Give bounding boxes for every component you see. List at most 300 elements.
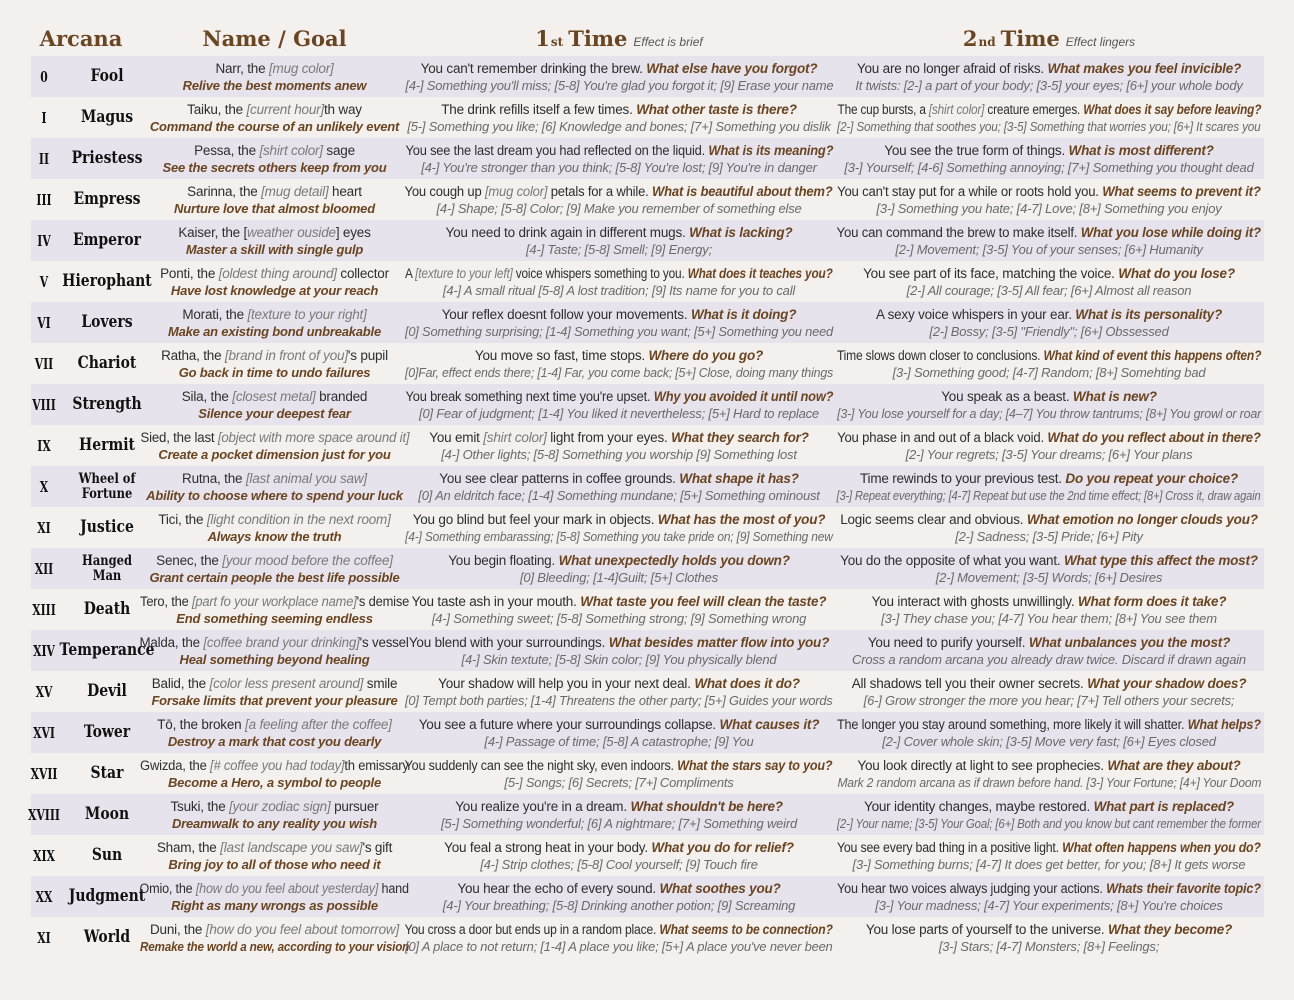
name-text: Morati, the [182, 306, 248, 322]
arcana-name: Sun [91, 845, 123, 865]
arcana-number: III [36, 190, 52, 209]
first-time-outcomes: [4-] Something you'll miss; [5-8] You're glad you forgot it; [9] Erase your name [405, 77, 833, 93]
second-time-cell [835, 425, 1263, 466]
name-suffix: collector [336, 265, 389, 281]
name-placeholder: [current hour] [246, 101, 324, 117]
arcana-name: Devil [87, 681, 127, 701]
second-time-effect [876, 306, 1222, 323]
second-time-cell [835, 630, 1263, 671]
effect-question: What is lacking? [689, 224, 793, 240]
character-name [187, 183, 362, 200]
name-placeholder: [a feeling after the coffee] [245, 716, 392, 732]
name-goal-cell [138, 876, 411, 917]
effect-question: What is its personality? [1075, 306, 1223, 322]
first-time-effect [448, 552, 790, 569]
second-time-number: 2 [962, 26, 978, 51]
arcana-name: Hermit [79, 435, 135, 455]
name-goal-cell [138, 794, 411, 835]
effect-text: You see a future where your surroundings collapse. [418, 716, 720, 732]
character-name [157, 716, 392, 733]
name-text: Pessa, the [194, 142, 260, 158]
name-text: Senec, the [156, 552, 223, 568]
arcana-header [31, 26, 131, 56]
first-time-number: 1 [535, 26, 550, 51]
goal-text: Become a Hero, a symbol to people [167, 774, 382, 790]
second-time-effect [868, 634, 1230, 651]
second-time-effect [857, 60, 1241, 77]
effect-question: What form does it take? [1077, 593, 1227, 609]
second-time-effect [840, 552, 1258, 569]
second-time-outcomes: [3-] Yourself; [4-6] Something annoying; [7+] Something you thought dead [844, 159, 1254, 175]
effect-question: What does it teaches you? [687, 265, 833, 281]
goal-text: Dreamwalk to any reality you wish [171, 815, 378, 831]
effect-text: You begin floating. [448, 552, 559, 568]
effect-question: What shouldn't be here? [630, 798, 783, 814]
name-placeholder: [last landscape you saw] [220, 839, 363, 855]
second-time-cell [835, 753, 1263, 794]
effect-question: What unexpectedly holds you down? [558, 552, 790, 568]
effect-question: What does it say before leaving? [1082, 101, 1261, 117]
second-time-effect [837, 716, 1261, 733]
second-time-effect [837, 224, 1261, 241]
arcana-number: XII [34, 559, 54, 578]
name-suffix: heart [328, 183, 362, 199]
first-time-cell [403, 794, 835, 835]
name-suffix: th emissary [344, 757, 409, 773]
arcana-name: Wheel of Fortune [78, 470, 136, 502]
effect-placeholder: [mug color] [485, 183, 548, 199]
first-time-outcomes: [4-] Other lights; [5-8] Something you worship [9] Something lost [441, 446, 797, 462]
character-name [150, 921, 399, 938]
character-name [182, 306, 366, 323]
table-row [31, 753, 1264, 794]
effect-text-cont: light from your eyes. [546, 429, 672, 445]
name-text: Narr, the [215, 60, 269, 76]
name-goal-cell [138, 261, 411, 302]
effect-text: You can command the brew to make itself. [836, 224, 1082, 240]
arcana-number: VIII [32, 395, 56, 414]
effect-question: Whats their favorite topic? [1106, 880, 1261, 896]
effect-text: You emit [429, 429, 484, 445]
second-time-cell [835, 138, 1263, 179]
effect-question: What unbalances you the most? [1028, 634, 1231, 650]
second-time-cell [835, 179, 1263, 220]
name-goal-header [138, 26, 411, 56]
effect-question: What else have you forgot? [646, 60, 818, 76]
goal-text: Silence your deepest fear [198, 405, 351, 421]
arcana-number: XIX [33, 846, 55, 865]
goal-text: Remake the world a new, according to your vision [139, 938, 410, 954]
name-goal-cell [138, 425, 411, 466]
character-name [171, 798, 379, 815]
table-row [31, 589, 1264, 630]
second-time-cell [835, 97, 1263, 138]
first-time-cell [403, 261, 835, 302]
first-time-cell [403, 876, 835, 917]
first-time-effect [442, 306, 797, 323]
arcana-number: XI [37, 518, 51, 537]
first-time-effect [441, 101, 797, 118]
goal-text: See the secrets others keep from you [162, 159, 387, 175]
goal-text: Ability to choose where to spend your luck [146, 487, 403, 503]
effect-text: You can't stay put for a while or roots hold you. [837, 183, 1103, 199]
name-text: Taiku, the [187, 101, 247, 117]
name-suffix: 's pupil [347, 347, 388, 363]
arcana-name: Chariot [77, 353, 137, 373]
effect-question: What besides matter flow into you? [608, 634, 830, 650]
first-time-outcomes: [4-] Something sweet; [5-8] Something strong; [9] Something wrong [431, 610, 807, 626]
first-time-outcomes: [0] Something surprising; [1-4] Something you want; [5+] Something you need [404, 323, 834, 339]
effect-question: What type this affect the most? [1064, 552, 1258, 568]
first-time-effect [405, 142, 833, 159]
table-row [31, 343, 1264, 384]
first-time-effect [421, 60, 818, 77]
name-suffix: hand [378, 880, 410, 896]
arcana-number: V [39, 272, 49, 291]
effect-text: You see clear patterns in coffee grounds. [439, 470, 680, 486]
table-row [31, 179, 1264, 220]
second-time-cell [835, 548, 1263, 589]
name-goal-cell [138, 56, 411, 97]
name-text: Duni, the [149, 921, 206, 937]
second-time-ordinal: nd [978, 35, 996, 49]
arcana-number: X [39, 477, 49, 496]
name-text: Omio, the [139, 880, 197, 896]
second-time-outcomes: [2-] Your name; [3-5] Your Goal; [6+] Both and you know but cant remember the former [837, 815, 1261, 831]
goal-text: Create a pocket dimension just for you [158, 446, 391, 462]
effect-text: The drink refills itself a few times. [441, 101, 637, 117]
first-time-outcomes: [4-] Passage of time; [5-8] A catastrophe; [9] You [484, 733, 754, 749]
first-time-outcomes: [5-] Something wonderful; [6] A nightmare; [7+] Something weird [440, 815, 798, 831]
first-time-cell [403, 753, 835, 794]
name-placeholder: [coffee brand your drinking] [203, 634, 361, 650]
character-name [187, 101, 362, 118]
goal-text: Nurture love that almost bloomed [174, 200, 375, 216]
first-time-cell [403, 425, 835, 466]
arcana-name: Death [83, 599, 131, 619]
effect-question: What kind of event this happens often? [1043, 347, 1262, 363]
name-text: Rutna, the [182, 470, 246, 486]
character-name [140, 880, 409, 897]
name-placeholder: [light condition in the next room] [206, 511, 391, 527]
table-row [31, 630, 1264, 671]
first-time-outcomes: [4-] A small ritual [5-8] A lost tradition; [9] Its name for you to call [442, 282, 796, 298]
second-time-header [835, 26, 1263, 56]
goal-text: Make an existing bond unbreakable [167, 323, 381, 339]
effect-question: What shape it has? [679, 470, 799, 486]
arcana-name: Priestess [71, 148, 143, 168]
name-text: Sied, the last [140, 429, 218, 445]
first-time-outcomes: [0] Bleeding; [1-4]Guilt; [5+] Clothes [520, 569, 718, 585]
effect-question: What are they about? [1107, 757, 1241, 773]
character-name [140, 757, 409, 774]
character-name [160, 265, 389, 282]
first-time-outcomes: [5-] Songs; [6] Secrets; [7+] Compliments [504, 774, 734, 790]
second-time-effect [837, 839, 1261, 856]
second-time-effect [837, 101, 1261, 118]
effect-question: What often happens when you do? [1062, 839, 1261, 855]
name-goal-cell [138, 507, 411, 548]
goal-text: Forsake limits that prevent your pleasure [151, 692, 398, 708]
second-time-effect [863, 265, 1235, 282]
table-row [31, 507, 1264, 548]
goal-text: Bring joy to all of those who need it [168, 856, 381, 872]
second-time-outcomes: [2-] All courage; [3-5] All fear; [6+] Almost all reason [906, 282, 1192, 298]
name-placeholder: [color less present around] [209, 675, 364, 691]
second-time-outcomes: [3-] You lose yourself for a day; [4–7] You throw tantrums; [8+] You growl or roar [837, 405, 1261, 421]
table-row [31, 261, 1264, 302]
effect-text: You break something next time you're upset. [405, 388, 654, 404]
name-suffix: 's gift [362, 839, 393, 855]
effect-question: What do you lose? [1118, 265, 1235, 281]
effect-text: Your identity changes, maybe restored. [864, 798, 1094, 814]
name-goal-cell [138, 671, 411, 712]
character-name [178, 224, 370, 241]
second-time-outcomes: [3-] They chase you; [4-7] You hear them; [8+] You see them [881, 610, 1217, 626]
effect-question: What is its meaning? [708, 142, 833, 158]
name-goal-cell [138, 343, 411, 384]
second-time-cell [835, 589, 1263, 630]
arcana-name: World [83, 927, 131, 947]
name-placeholder: [how do you feel about yesterday] [196, 880, 379, 896]
first-time-effect [475, 347, 763, 364]
arcana-name: Lovers [81, 312, 133, 332]
second-time-cell [835, 56, 1263, 97]
effect-text: You realize you're in a dream. [455, 798, 631, 814]
name-placeholder: [how do you feel about tomorrow] [205, 921, 399, 937]
arcana-name: Moon [84, 804, 130, 824]
name-text: Sila, the [181, 388, 233, 404]
arcana-name: Judgment [68, 886, 146, 906]
goal-text: Go back in time to undo failures [178, 364, 371, 380]
effect-question: What they search for? [671, 429, 809, 445]
name-suffix: pursuer [330, 798, 379, 814]
name-placeholder: [mug detail] [261, 183, 329, 199]
first-time-header [403, 26, 835, 56]
effect-question: What seems to prevent it? [1102, 183, 1261, 199]
arcana-number: XI [37, 928, 51, 947]
name-text: Gwizda, the [140, 757, 211, 773]
second-time-cell [835, 794, 1263, 835]
name-goal-cell [138, 138, 411, 179]
first-time-cell [403, 630, 835, 671]
goal-text: Relive the best moments anew [182, 77, 367, 93]
name-suffix: 's vessel [360, 634, 410, 650]
first-time-effect [419, 716, 820, 733]
second-time-effect [837, 183, 1261, 200]
first-time-outcomes: [0]Far, effect ends there; [1-4] Far, you come back; [5+] Close, doing many things [405, 364, 834, 380]
first-time-cell [403, 97, 835, 138]
effect-text: You cough up [404, 183, 486, 199]
second-time-effect [837, 880, 1261, 897]
second-time-cell [835, 671, 1263, 712]
name-goal-cell [138, 302, 411, 343]
second-time-cell [835, 220, 1263, 261]
character-name [215, 60, 333, 77]
first-time-ordinal: st [550, 35, 564, 49]
table-row [31, 302, 1264, 343]
first-time-effect [405, 757, 833, 774]
effect-text: You need to drink again in different mugs. [445, 224, 690, 240]
table-row [31, 56, 1264, 97]
effect-question: What the stars say to you? [677, 757, 833, 773]
character-name [182, 388, 368, 405]
arcana-number: IV [37, 231, 51, 250]
effect-text: Time slows down closer to conclusions. [836, 347, 1044, 363]
table-row [31, 835, 1264, 876]
arcana-number: I [41, 108, 47, 127]
effect-question: What you lose while doing it? [1081, 224, 1262, 240]
effect-question: What soothes you? [659, 880, 781, 896]
second-time-outcomes: [3-] Something burns; [4-7] It does get better, for you; [8+] It gets worse [852, 856, 1246, 872]
first-time-effect [444, 839, 794, 856]
effect-text: You taste ash in your mouth. [411, 593, 581, 609]
table-row [31, 876, 1264, 917]
second-time-word: Time [1000, 26, 1060, 51]
second-time-outcomes: [3-] Repeat everything; [4-7] Repeat but use the 2nd time effect; [8+] Cross it, draw again [836, 487, 1262, 503]
first-time-cell [403, 302, 835, 343]
name-goal-cell [138, 917, 411, 958]
effect-text-cont: voice whispers something to you. [512, 265, 688, 281]
name-placeholder: [your zodiac sign] [229, 798, 331, 814]
first-time-outcomes: [4-] Your breathing; [5-8] Drinking another potion; [9] Screaming [442, 897, 796, 913]
effect-text: You lose parts of yourself to the universe. [865, 921, 1108, 937]
second-time-effect [941, 388, 1157, 405]
effect-text: Time rewinds to your previous test. [860, 470, 1066, 486]
effect-question: What part is replaced? [1093, 798, 1234, 814]
second-time-cell [835, 917, 1263, 958]
effect-text: You see every bad thing in a positive light. [837, 839, 1063, 855]
name-goal-cell [138, 712, 411, 753]
first-time-effect [429, 429, 808, 446]
goal-text: Destroy a mark that cost you dearly [167, 733, 382, 749]
effect-text: The longer you stay around something, more likely it will shatter. [837, 716, 1188, 732]
effect-question: What other taste is there? [636, 101, 797, 117]
second-time-outcomes: [3-] Your madness; [4-7] Your experiments; [8+] You're choices [875, 897, 1223, 913]
first-time-effect [439, 470, 798, 487]
name-text: Ponti, the [160, 265, 219, 281]
goal-text: Always know the truth [207, 528, 342, 544]
arcana-name: Empress [73, 189, 141, 209]
arcana-name: Hanged Man [82, 552, 132, 584]
table-row [31, 548, 1264, 589]
name-text: Sarinna, the [187, 183, 262, 199]
effect-text: You speak as a beast. [941, 388, 1073, 404]
effect-placeholder: [shirt color] [483, 429, 547, 445]
name-placeholder: [mug color] [268, 60, 334, 76]
effect-question: What is new? [1072, 388, 1157, 404]
arcana-name: Justice [80, 517, 134, 537]
name-placeholder: [shirt color] [259, 142, 323, 158]
arcana-number: IX [37, 436, 51, 455]
name-placeholder: [brand in front of you] [224, 347, 348, 363]
first-time-outcomes: [0] A place to not return; [1-4] A place you like; [5+] A place you've never been [405, 938, 833, 954]
first-time-cell [403, 712, 835, 753]
name-placeholder: [object with more space around it] [217, 429, 409, 445]
effect-question: What helps? [1187, 716, 1261, 732]
first-time-cell [403, 917, 835, 958]
name-text: Balid, the [151, 675, 210, 691]
arcana-number: XIV [33, 641, 55, 660]
second-time-effect [860, 470, 1238, 487]
arcana-number: 0 [40, 67, 48, 86]
character-name [182, 470, 367, 487]
first-time-effect [405, 265, 833, 282]
arcana-name: Magus [80, 107, 134, 127]
table-row [28, 794, 1264, 835]
name-suffix: 's demise [356, 593, 410, 609]
goal-text: Command the course of an unlikely event [149, 118, 400, 134]
effect-text: You cross a door but ends up in a random place. [404, 921, 660, 937]
arcana-name: Star [90, 763, 124, 783]
character-name [140, 634, 409, 651]
first-time-outcomes: [4-] Something embarassing; [5-8] Something you take pride on; [9] Something new [405, 528, 833, 544]
character-name [194, 142, 355, 159]
effect-text: The cup bursts, a [837, 101, 929, 117]
effect-text: You hear two voices always judging your actions. [837, 880, 1107, 896]
effect-text: You move so fast, time stops. [474, 347, 649, 363]
table-row [31, 712, 1264, 753]
name-placeholder: [your mood before the coffee] [222, 552, 393, 568]
arcana-number: XVII [30, 764, 58, 783]
second-time-outcomes: Mark 2 random arcana as if drawn before hand. [3-] Your Fortune; [4+] Your Doom [837, 774, 1261, 790]
first-time-outcomes: [5-] Something you like; [6] Knowledge and bones; [7+] Something you dislik [407, 118, 831, 134]
first-time-effect [413, 511, 826, 528]
name-suffix: branded [315, 388, 368, 404]
character-name [152, 675, 398, 692]
second-time-effect [840, 511, 1258, 528]
first-time-effect [405, 921, 833, 938]
table-header [0, 26, 1294, 56]
name-goal-cell [138, 630, 411, 671]
first-time-effect [405, 388, 833, 405]
first-time-outcomes: [4-] You're stronger than you think; [5-8] You're lost; [9] You're in danger [421, 159, 817, 175]
second-time-outcomes: [2-] Your regrets; [3-5] Your dreams; [6+] Your plans [905, 446, 1193, 462]
first-time-cell [403, 220, 835, 261]
effect-text: You look directly at light to see prophecies. [857, 757, 1108, 773]
goal-text: Grant certain people the best life possible [149, 569, 400, 585]
arcana-name: Emperor [73, 230, 141, 250]
first-time-outcomes: [0] Fear of judgment; [1-4] You liked it nevertheless; [5+] Hard to replace [419, 405, 819, 421]
arcana-name: Tower [83, 722, 131, 742]
table-row [31, 425, 1264, 466]
arcana-name: Strength [72, 394, 142, 414]
second-time-cell [835, 466, 1263, 507]
effect-question: What taste you feel will clean the taste? [580, 593, 827, 609]
effect-question: What seems to be connection? [659, 921, 834, 937]
second-time-effect [884, 142, 1213, 159]
character-name [158, 511, 390, 528]
goal-text: End something seeming endless [176, 610, 373, 626]
name-goal-cell [138, 384, 411, 425]
first-time-effect [438, 675, 800, 692]
effect-text: You interact with ghosts unwillingly. [871, 593, 1078, 609]
first-time-cell [403, 589, 835, 630]
first-time-cell [403, 179, 835, 220]
name-goal-cell [138, 589, 411, 630]
goal-text: Heal something beyond healing [179, 651, 370, 667]
second-time-outcomes: [2-] Bossy; [3-5] "Friendly"; [6+] Obssessed [929, 323, 1169, 339]
effect-question: What is most different? [1068, 142, 1214, 158]
name-goal-cell [138, 179, 411, 220]
name-placeholder: [# coffee you had today] [210, 757, 345, 773]
name-goal-cell [138, 548, 411, 589]
effect-text-cont: creature emerges. [983, 101, 1083, 117]
first-time-effect [409, 634, 829, 651]
effect-question: What does it do? [694, 675, 800, 691]
arcana-number: XV [35, 682, 53, 701]
first-time-word: Time [568, 26, 628, 51]
